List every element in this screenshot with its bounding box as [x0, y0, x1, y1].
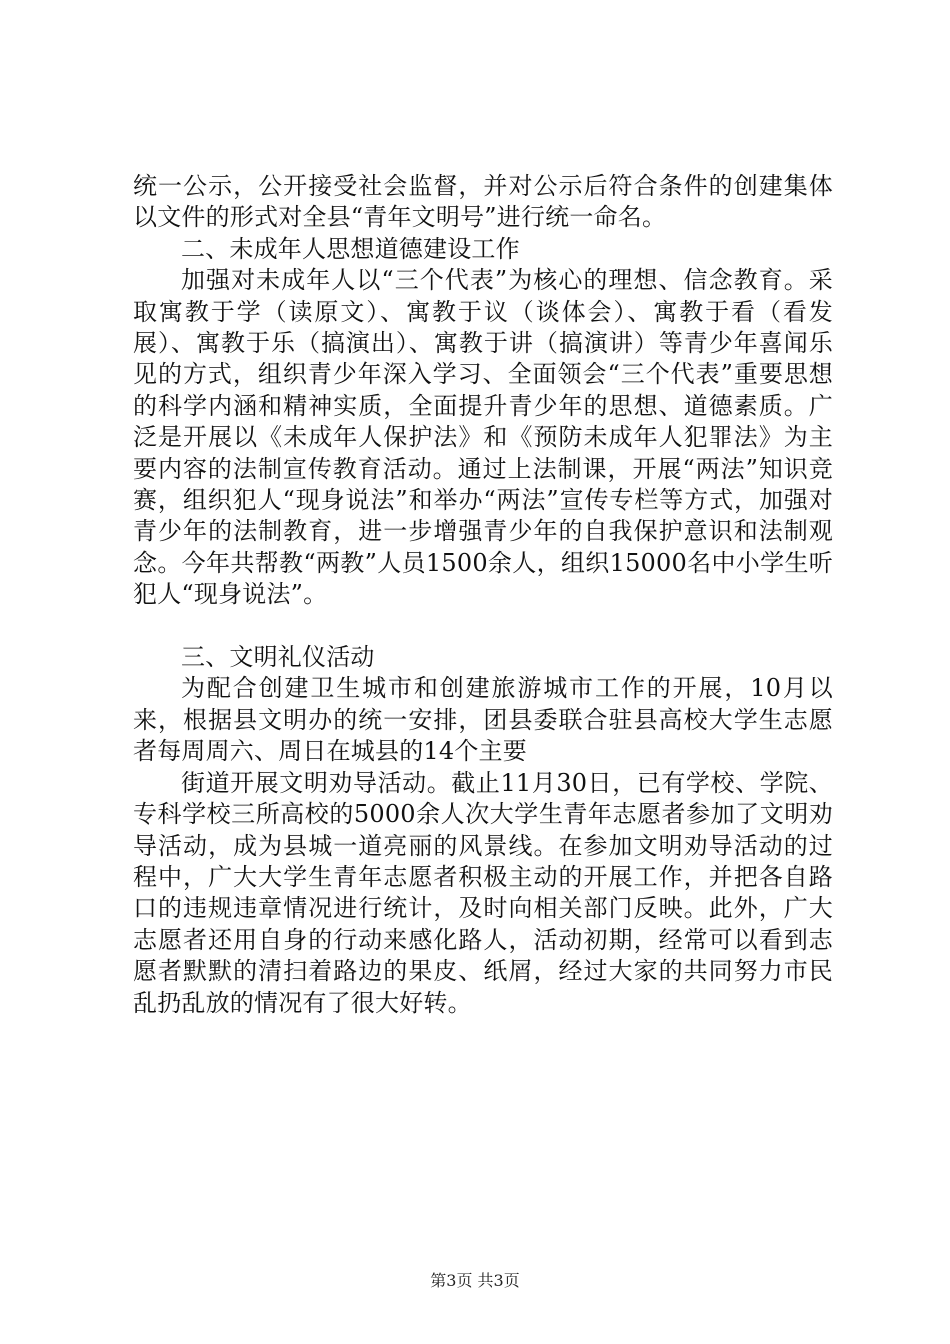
section-heading-civility-etiquette: 三、文明礼仪活动	[181, 643, 375, 672]
section-heading-minors-moral-education: 二、未成年人思想道德建设工作	[181, 234, 520, 263]
page-number-label: 第3页 共3页	[430, 1271, 520, 1290]
document-body	[133, 171, 833, 1019]
paragraph-minors-education: 加强对未成年人以“三个代表”为核心的理想、信念教育。采取寓教于学（读原文）、寓教于议（谈体会）、寓教于看（看发展）、寓教于乐（搞演出）、寓教于讲（搞演讲）等青少年喜闻乐见的方式，组织青少年深入学习、全面领会“三个代表”重要思想的科学内涵和精神实质，全面提升青少年的思想、道德素质。广泛是开展以《未成年人保护法》和《预防未成年人犯罪法》为主要内容的法制宣传教育活动。通过上法制课，开展“两法”知识竞赛，组织犯人“现身说法”和举办“两法”宣传专栏等方式，加强对青少年的法制教育，进一步增强青少年的自我保护意识和法制观念。今年共帮教“两教”人员1500余人，组织15000名中小学生听犯人“现身说法”。	[133, 266, 833, 609]
paragraph-civility-activities: 街道开展文明劝导活动。截止11月30日，已有学校、学院、专科学校三所高校的5000余人次大学生青年志愿者参加了文明劝导活动，成为县城一道亮丽的风景线。在参加文明劝导活动的过程中，广大大学生青年志愿者积极主动的开展工作，并把各自路口的违规违章情况进行统计，及时向相关部门反映。此外，广大志愿者还用自身的行动来感化路人，活动初期，经常可以看到志愿者默默的清扫着路边的果皮、纸屑，经过大家的共同努力市民乱扔乱放的情况有了很大好转。	[133, 768, 833, 1017]
page-footer	[0, 1271, 950, 1291]
paragraph-public-notice: 统一公示，公开接受社会监督，并对公示后符合条件的创建集体以文件的形式对全县“青年文明号”进行统一命名。	[133, 172, 833, 232]
paragraph-civility-intro: 为配合创建卫生城市和创建旅游城市工作的开展，10月以来，根据县文明办的统一安排，团县委联合驻县高校大学生志愿者每周周六、周日在城县的14个主要	[133, 674, 833, 766]
